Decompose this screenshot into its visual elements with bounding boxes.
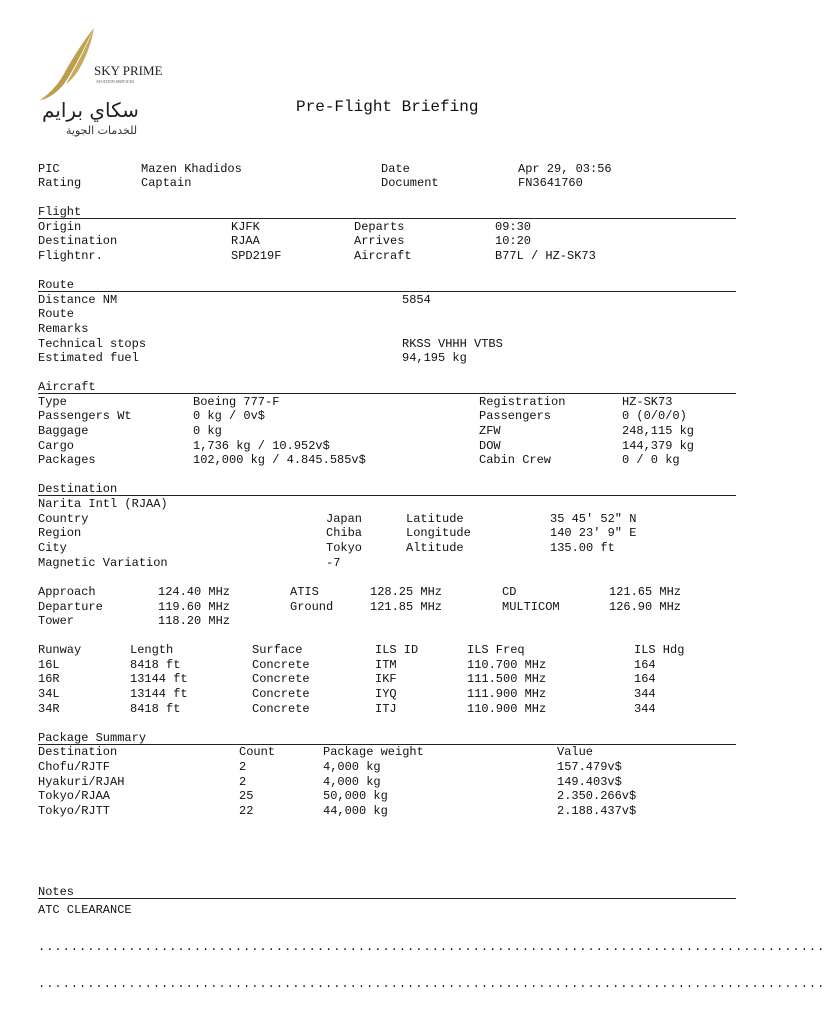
notes-heading: Notes [38,885,736,899]
pic-label: PIC [38,162,60,176]
runway-header-length: Length [130,643,174,657]
city-label: City [38,541,67,555]
tower-value: 118.20 MHz [158,614,231,628]
origin-value: KJFK [231,220,260,234]
dow-value: 144,379 kg [622,439,695,453]
stops-value: RKSS VHHH VTBS [402,337,503,351]
origin-label: Origin [38,220,82,234]
destination-value: RJAA [231,234,260,248]
brand-name: SKY PRIME [94,63,163,78]
runway-cell: 34L [38,687,60,701]
package-cell: 22 [239,804,254,818]
latitude-value: 35 45' 52" N [550,512,637,526]
notes-dotted-line: ................................................................................................ [38,940,825,954]
latitude-label: Latitude [406,512,464,526]
page-title: Pre-Flight Briefing [296,98,479,116]
package-cell: 25 [239,789,254,803]
rating-label: Rating [38,176,82,190]
package-summary-heading: Package Summary [38,731,736,745]
runway-cell: Concrete [252,672,310,686]
brand-arabic-name: سكاي برايم [42,98,139,122]
packages-label: Packages [38,453,96,467]
stops-label: Technical stops [38,337,147,351]
type-value: Boeing 777-F [193,395,280,409]
package-header-count: Count [239,745,276,759]
flightnr-value: SPD219F [231,249,282,263]
package-cell: 2.350.266v$ [557,789,637,803]
magvar-value: -7 [326,556,341,570]
runway-cell: 13144 ft [130,672,188,686]
ground-value: 121.85 MHz [370,600,443,614]
runway-cell: Concrete [252,658,310,672]
zfw-value: 248,115 kg [622,424,695,438]
document-label: Document [381,176,439,190]
arrives-label: Arrives [354,234,405,248]
longitude-label: Longitude [406,526,471,540]
distance-label: Distance NM [38,293,118,307]
crew-label: Cabin Crew [479,453,552,467]
pax-wt-label: Passengers Wt [38,409,132,423]
city-value: Tokyo [326,541,363,555]
runway-cell: 111.900 MHz [467,687,547,701]
runway-header-runway: Runway [38,643,82,657]
runway-cell: ITM [375,658,397,672]
type-label: Type [38,395,67,409]
airport-name: Narita Intl (RJAA) [38,497,168,511]
runway-cell: 34R [38,702,60,716]
tower-label: Tower [38,614,75,628]
departs-label: Departs [354,220,405,234]
packages-value: 102,000 kg / 4.845.585v$ [193,453,366,467]
fuel-label: Estimated fuel [38,351,139,365]
document-value: FN3641760 [518,176,583,190]
runway-cell: IYQ [375,687,397,701]
magvar-label: Magnetic Variation [38,556,168,570]
atc-clearance-label: ATC CLEARANCE [38,903,132,917]
approach-value: 124.40 MHz [158,585,231,599]
package-cell: 2 [239,775,247,789]
longitude-value: 140 23' 9" E [550,526,637,540]
brand-arabic-tagline: للخدمات الجوية [66,124,138,137]
crew-value: 0 / 0 kg [622,453,680,467]
country-value: Japan [326,512,363,526]
registration-label: Registration [479,395,566,409]
package-header-value: Value [557,745,594,759]
atis-label: ATIS [290,585,319,599]
pax-wt-value: 0 kg / 0v$ [193,409,266,423]
runway-cell: 13144 ft [130,687,188,701]
package-cell: Tokyo/RJTT [38,804,111,818]
brand-tagline: AVIATION SERVICES [96,79,135,84]
runway-header-ils-id: ILS ID [375,643,419,657]
package-cell: Chofu/RJTF [38,760,111,774]
multicom-value: 126.90 MHz [609,600,682,614]
region-value: Chiba [326,526,363,540]
runway-cell: 344 [634,687,656,701]
package-cell: 44,000 kg [323,804,388,818]
runway-cell: 16L [38,658,60,672]
package-cell: 149.403v$ [557,775,622,789]
rating-value: Captain [141,176,192,190]
runway-cell: Concrete [252,687,310,701]
cd-label: CD [502,585,517,599]
aircraft-label: Aircraft [354,249,412,263]
runway-cell: 164 [634,658,656,672]
passengers-value: 0 (0/0/0) [622,409,687,423]
package-cell: 4,000 kg [323,775,381,789]
flightnr-label: Flightnr. [38,249,103,263]
package-cell: 157.479v$ [557,760,622,774]
destination-heading: Destination [38,482,736,496]
departs-value: 09:30 [495,220,532,234]
registration-value: HZ-SK73 [622,395,673,409]
passengers-label: Passengers [479,409,552,423]
cargo-value: 1,736 kg / 10.952v$ [193,439,330,453]
runway-cell: 110.700 MHz [467,658,547,672]
runway-cell: 111.500 MHz [467,672,547,686]
date-value: Apr 29, 03:56 [518,162,612,176]
atis-value: 128.25 MHz [370,585,443,599]
altitude-label: Altitude [406,541,464,555]
flight-heading: Flight [38,205,736,219]
aircraft-heading: Aircraft [38,380,736,394]
destination-label: Destination [38,234,118,248]
fuel-value: 94,195 kg [402,351,467,365]
route-heading: Route [38,278,736,292]
baggage-value: 0 kg [193,424,222,438]
runway-header-ils-hdg: ILS Hdg [634,643,685,657]
pic-value: Mazen Khadidos [141,162,242,176]
package-header-destination: Destination [38,745,118,759]
runway-cell: 8418 ft [130,702,181,716]
region-label: Region [38,526,82,540]
departure-label: Departure [38,600,103,614]
remarks-label: Remarks [38,322,89,336]
package-cell: Tokyo/RJAA [38,789,111,803]
route-label: Route [38,307,75,321]
runway-cell: 164 [634,672,656,686]
date-label: Date [381,162,410,176]
runway-cell: 8418 ft [130,658,181,672]
aircraft-value: B77L / HZ-SK73 [495,249,596,263]
runway-cell: ITJ [375,702,397,716]
departure-value: 119.60 MHz [158,600,231,614]
package-cell: 50,000 kg [323,789,388,803]
ground-label: Ground [290,600,334,614]
notes-dotted-line: ................................................................................................ [38,977,825,991]
runway-cell: 16R [38,672,60,686]
cargo-label: Cargo [38,439,75,453]
runway-header-surface: Surface [252,643,303,657]
runway-cell: IKF [375,672,397,686]
runway-header-ils-freq: ILS Freq [467,643,525,657]
runway-cell: 110.900 MHz [467,702,547,716]
approach-label: Approach [38,585,96,599]
arrives-value: 10:20 [495,234,532,248]
runway-cell: Concrete [252,702,310,716]
zfw-label: ZFW [479,424,501,438]
package-cell: 4,000 kg [323,760,381,774]
country-label: Country [38,512,89,526]
multicom-label: MULTICOM [502,600,560,614]
baggage-label: Baggage [38,424,89,438]
runway-cell: 344 [634,702,656,716]
package-cell: 2 [239,760,247,774]
package-header-weight: Package weight [323,745,424,759]
package-cell: 2.188.437v$ [557,804,637,818]
cd-value: 121.65 MHz [609,585,682,599]
sky-prime-logo [36,26,176,142]
package-cell: Hyakuri/RJAH [38,775,125,789]
dow-label: DOW [479,439,501,453]
altitude-value: 135.00 ft [550,541,615,555]
distance-value: 5854 [402,293,431,307]
